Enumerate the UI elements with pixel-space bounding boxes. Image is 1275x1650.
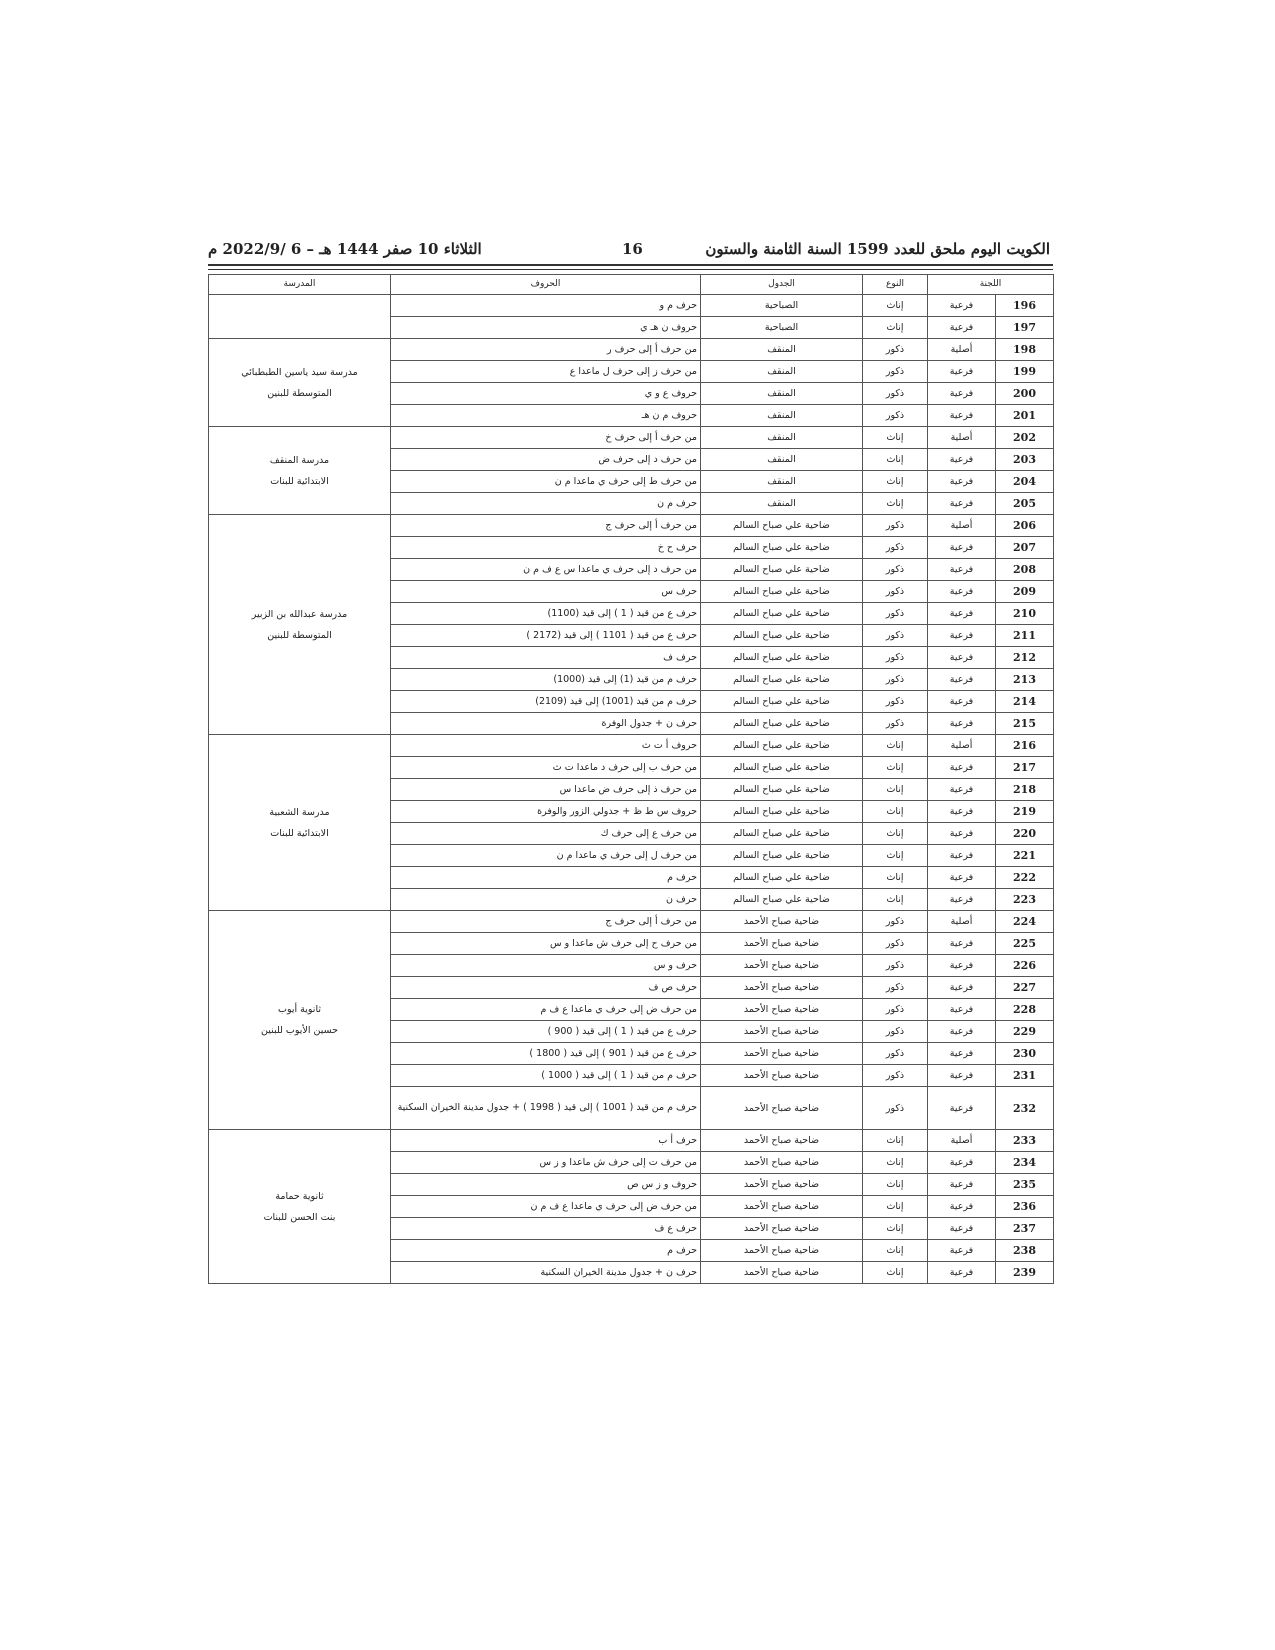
committee-number: 236 [996, 1196, 1054, 1218]
committee-number: 209 [996, 581, 1054, 603]
school-name-line1: مدرسة سيد ياسين الطبطبائي [241, 366, 358, 378]
area-cell: ضاحية صباح الأحمد [701, 911, 863, 933]
committee-type: فرعية [928, 713, 996, 735]
committee-type: أصلية [928, 911, 996, 933]
publication-title: الكويت اليوم ملحق للعدد 1599 السنة الثامنة والستون [705, 240, 1050, 258]
letters-cell: من حرف ط إلى حرف ي ماعدا م ن [391, 471, 701, 493]
committee-type: فرعية [928, 295, 996, 317]
gender-cell: إناث [863, 801, 928, 823]
area-cell: ضاحية علي صباح السالم [701, 867, 863, 889]
area-cell: المنقف [701, 361, 863, 383]
gender-cell: ذكور [863, 955, 928, 977]
area-cell: ضاحية علي صباح السالم [701, 845, 863, 867]
area-cell: ضاحية علي صباح السالم [701, 625, 863, 647]
committee-number: 220 [996, 823, 1054, 845]
committee-number: 204 [996, 471, 1054, 493]
area-cell: المنقف [701, 449, 863, 471]
committee-type: فرعية [928, 757, 996, 779]
school-cell [209, 735, 391, 911]
letters-cell: حروف أ ت ث [391, 735, 701, 757]
committee-number: 238 [996, 1240, 1054, 1262]
area-cell: المنقف [701, 383, 863, 405]
gender-cell: إناث [863, 823, 928, 845]
committee-type: فرعية [928, 889, 996, 911]
area-cell: ضاحية صباح الأحمد [701, 999, 863, 1021]
page-number: 16 [622, 240, 643, 258]
header-area: الجدول [701, 275, 863, 295]
committee-number: 206 [996, 515, 1054, 537]
area-cell: ضاحية علي صباح السالم [701, 713, 863, 735]
gender-cell: إناث [863, 735, 928, 757]
committee-number: 218 [996, 779, 1054, 801]
committee-type: فرعية [928, 1021, 996, 1043]
committee-number: 225 [996, 933, 1054, 955]
committee-type: فرعية [928, 603, 996, 625]
letters-cell: من حرف ض إلى حرف ي ماعدا ع ف م [391, 999, 701, 1021]
committee-type: فرعية [928, 1196, 996, 1218]
gender-cell: ذكور [863, 1065, 928, 1087]
letters-cell: حروف س ط ظ + جدولي الزور والوفرة [391, 801, 701, 823]
area-cell: ضاحية علي صباح السالم [701, 779, 863, 801]
committee-type: أصلية [928, 339, 996, 361]
committee-number: 212 [996, 647, 1054, 669]
letters-cell: حرف م من قيد (1001) إلى قيد (2109) [391, 691, 701, 713]
committees-table [208, 274, 1054, 1284]
area-cell: ضاحية صباح الأحمد [701, 977, 863, 999]
letters-cell: من حرف أ إلى حرف ج [391, 911, 701, 933]
area-cell: ضاحية علي صباح السالم [701, 581, 863, 603]
area-cell: ضاحية صباح الأحمد [701, 955, 863, 977]
letters-cell: حرف ع من قيد ( 1101 ) إلى قيد (2172 ) [391, 625, 701, 647]
gender-cell: ذكور [863, 515, 928, 537]
committee-type: أصلية [928, 427, 996, 449]
school-name-line1: مدرسة المنقف [269, 454, 330, 466]
gender-cell: إناث [863, 471, 928, 493]
letters-cell: حرف ن + جدول مدينة الخيران السكنية [391, 1262, 701, 1284]
committee-number: 235 [996, 1174, 1054, 1196]
committee-number: 228 [996, 999, 1054, 1021]
school-name-line2: الابتدائية للبنات [270, 475, 329, 487]
committee-number: 210 [996, 603, 1054, 625]
area-cell: ضاحية صباح الأحمد [701, 1065, 863, 1087]
gender-cell: ذكور [863, 339, 928, 361]
area-cell: المنقف [701, 471, 863, 493]
gender-cell: إناث [863, 889, 928, 911]
area-cell: ضاحية صباح الأحمد [701, 1152, 863, 1174]
area-cell: ضاحية صباح الأحمد [701, 933, 863, 955]
gender-cell: ذكور [863, 669, 928, 691]
gender-cell: ذكور [863, 713, 928, 735]
letters-cell: من حرف ض إلى حرف ي ماعدا ع ف م ن [391, 1196, 701, 1218]
committee-type: فرعية [928, 449, 996, 471]
gender-cell: إناث [863, 1240, 928, 1262]
letters-cell: من حرف ح إلى حرف ش ماعدا و س [391, 933, 701, 955]
gender-cell: ذكور [863, 1043, 928, 1065]
committee-type: فرعية [928, 625, 996, 647]
area-cell: ضاحية علي صباح السالم [701, 515, 863, 537]
gender-cell: ذكور [863, 911, 928, 933]
table-row [209, 911, 1054, 933]
school-name-line2: حسين الأيوب للبنين [261, 1025, 338, 1036]
gender-cell: ذكور [863, 1087, 928, 1130]
school-name-line1: مدرسة عبدالله بن الزبير [251, 608, 348, 620]
committee-number: 200 [996, 383, 1054, 405]
gender-cell: إناث [863, 427, 928, 449]
table-body [209, 295, 1054, 1284]
letters-cell: حرف م و [391, 295, 701, 317]
header-letters: الحروف [391, 275, 701, 295]
gender-cell: ذكور [863, 647, 928, 669]
letters-cell: من حرف ع إلى حرف ك [391, 823, 701, 845]
area-cell: المنقف [701, 339, 863, 361]
area-cell: المنقف [701, 427, 863, 449]
letters-cell: حرف ع من قيد ( 1 ) إلى قيد ( 900 ) [391, 1021, 701, 1043]
committee-number: 202 [996, 427, 1054, 449]
committee-number: 214 [996, 691, 1054, 713]
committee-type: فرعية [928, 801, 996, 823]
area-cell: الصباحية [701, 317, 863, 339]
area-cell: المنقف [701, 493, 863, 515]
table-row [209, 339, 1054, 361]
committee-type: فرعية [928, 1152, 996, 1174]
committee-type: فرعية [928, 471, 996, 493]
letters-cell: من حرف ت إلى حرف ش ماعدا و ز س [391, 1152, 701, 1174]
committee-number: 203 [996, 449, 1054, 471]
committee-number: 233 [996, 1130, 1054, 1152]
committee-number: 231 [996, 1065, 1054, 1087]
letters-cell: حرف م من قيد (1) إلى قيد (1000) [391, 669, 701, 691]
letters-cell: من حرف ب إلى حرف د ماعدا ت ث [391, 757, 701, 779]
gender-cell: إناث [863, 1130, 928, 1152]
committee-type: أصلية [928, 515, 996, 537]
letters-cell: من حرف د إلى حرف ض [391, 449, 701, 471]
gender-cell: إناث [863, 493, 928, 515]
committee-number: 226 [996, 955, 1054, 977]
committee-type: فرعية [928, 581, 996, 603]
gender-cell: إناث [863, 757, 928, 779]
letters-cell: من حرف ل إلى حرف ي ماعدا م ن [391, 845, 701, 867]
committee-type: فرعية [928, 1262, 996, 1284]
school-cell [209, 427, 391, 515]
area-cell: ضاحية صباح الأحمد [701, 1196, 863, 1218]
committee-number: 234 [996, 1152, 1054, 1174]
gender-cell: إناث [863, 1262, 928, 1284]
committee-number: 211 [996, 625, 1054, 647]
committee-number: 224 [996, 911, 1054, 933]
committee-type: أصلية [928, 1130, 996, 1152]
committee-type: فرعية [928, 823, 996, 845]
committee-type: فرعية [928, 845, 996, 867]
letters-cell: حروف و ز س ص [391, 1174, 701, 1196]
committee-type: فرعية [928, 383, 996, 405]
area-cell: ضاحية علي صباح السالم [701, 823, 863, 845]
letters-cell: حرف أ ب [391, 1130, 701, 1152]
committee-type: فرعية [928, 1087, 996, 1130]
school-cell [209, 515, 391, 735]
table-row [209, 1130, 1054, 1152]
school-name-line2: بنت الحسن للبنات [263, 1211, 336, 1223]
area-cell: ضاحية علي صباح السالم [701, 691, 863, 713]
letters-cell: حرف ص ف [391, 977, 701, 999]
committee-number: 198 [996, 339, 1054, 361]
header-committee: اللجنة [928, 275, 1054, 295]
letters-cell: حروف ع و ي [391, 383, 701, 405]
committee-type: فرعية [928, 559, 996, 581]
area-cell: ضاحية صباح الأحمد [701, 1240, 863, 1262]
committee-type: فرعية [928, 999, 996, 1021]
area-cell: ضاحية علي صباح السالم [701, 559, 863, 581]
committee-number: 217 [996, 757, 1054, 779]
header-rule-top [208, 264, 1053, 266]
committee-type: فرعية [928, 955, 996, 977]
school-name-line1: ثانوية حمامة [275, 1190, 324, 1202]
committee-type: فرعية [928, 405, 996, 427]
gender-cell: إناث [863, 1152, 928, 1174]
committee-type: فرعية [928, 977, 996, 999]
gender-cell: ذكور [863, 603, 928, 625]
letters-cell: حرف م [391, 867, 701, 889]
committee-number: 221 [996, 845, 1054, 867]
area-cell: ضاحية صباح الأحمد [701, 1174, 863, 1196]
committee-number: 208 [996, 559, 1054, 581]
gender-cell: ذكور [863, 933, 928, 955]
school-name-line2: المتوسطة للبنين [267, 629, 332, 641]
school-name-line1: ثانوية أيوب [278, 1004, 321, 1015]
letters-cell: حرف ن [391, 889, 701, 911]
committee-type: فرعية [928, 1240, 996, 1262]
letters-cell: من حرف د إلى حرف ي ماعدا س ع ف م ن [391, 559, 701, 581]
committee-number: 215 [996, 713, 1054, 735]
letters-cell: حرف ع من قيد ( 901 ) إلى قيد ( 1800 ) [391, 1043, 701, 1065]
gender-cell: ذكور [863, 537, 928, 559]
committee-number: 237 [996, 1218, 1054, 1240]
area-cell: ضاحية صباح الأحمد [701, 1262, 863, 1284]
area-cell: ضاحية علي صباح السالم [701, 669, 863, 691]
committee-type: فرعية [928, 647, 996, 669]
area-cell: ضاحية علي صباح السالم [701, 757, 863, 779]
letters-cell: حرف ف [391, 647, 701, 669]
area-cell: ضاحية صباح الأحمد [701, 1218, 863, 1240]
gender-cell: ذكور [863, 999, 928, 1021]
area-cell: ضاحية علي صباح السالم [701, 889, 863, 911]
gender-cell: إناث [863, 295, 928, 317]
committee-type: فرعية [928, 867, 996, 889]
header-rule-bottom [208, 269, 1053, 270]
committee-number: 207 [996, 537, 1054, 559]
gender-cell: ذكور [863, 1021, 928, 1043]
letters-cell: حرف م [391, 1240, 701, 1262]
gender-cell: ذكور [863, 977, 928, 999]
committee-number: 222 [996, 867, 1054, 889]
committee-number: 227 [996, 977, 1054, 999]
committee-type: فرعية [928, 1043, 996, 1065]
committee-type: فرعية [928, 691, 996, 713]
letters-cell: حروف ن هـ ي [391, 317, 701, 339]
table-row [209, 515, 1054, 537]
committee-type: فرعية [928, 361, 996, 383]
school-cell [209, 339, 391, 427]
committee-type: فرعية [928, 933, 996, 955]
letters-cell: من حرف أ إلى حرف خ [391, 427, 701, 449]
table-row [209, 295, 1054, 317]
letters-cell: من حرف ز إلى حرف ل ماعدا ع [391, 361, 701, 383]
table-row [209, 427, 1054, 449]
page-header [208, 238, 1050, 262]
area-cell: ضاحية علي صباح السالم [701, 647, 863, 669]
letters-cell: حرف ع من قيد ( 1 ) إلى قيد (1100) [391, 603, 701, 625]
area-cell: ضاحية علي صباح السالم [701, 537, 863, 559]
committee-number: 229 [996, 1021, 1054, 1043]
header-gender: النوع [863, 275, 928, 295]
header-school: المدرسة [209, 275, 391, 295]
committee-number: 230 [996, 1043, 1054, 1065]
committee-number: 219 [996, 801, 1054, 823]
letters-cell: حرف ح خ [391, 537, 701, 559]
letters-cell: من حرف أ إلى حرف ر [391, 339, 701, 361]
gender-cell: إناث [863, 867, 928, 889]
area-cell: ضاحية علي صباح السالم [701, 735, 863, 757]
committee-type: فرعية [928, 1218, 996, 1240]
letters-cell: حرف م من قيد ( 1 ) إلى قيد ( 1000 ) [391, 1065, 701, 1087]
gender-cell: ذكور [863, 361, 928, 383]
letters-cell: حرف م من قيد ( 1001 ) إلى قيد ( 1998 ) + جدول مدينة الخيران السكنية [391, 1087, 701, 1130]
committee-number: 205 [996, 493, 1054, 515]
gender-cell: إناث [863, 449, 928, 471]
school-name-line1: مدرسة الشعبية [269, 806, 330, 818]
gender-cell: إناث [863, 1218, 928, 1240]
committee-type: فرعية [928, 779, 996, 801]
school-name-line2: المتوسطة للبنين [267, 387, 332, 399]
letters-cell: حرف ن + جدول الوفرة [391, 713, 701, 735]
table-row [209, 735, 1054, 757]
letters-cell: حرف ع ف [391, 1218, 701, 1240]
committee-type: فرعية [928, 537, 996, 559]
gender-cell: إناث [863, 1174, 928, 1196]
table-header-row [209, 275, 1054, 295]
letters-cell: حرف م ن [391, 493, 701, 515]
gender-cell: إناث [863, 845, 928, 867]
committee-number: 199 [996, 361, 1054, 383]
gender-cell: ذكور [863, 405, 928, 427]
area-cell: ضاحية صباح الأحمد [701, 1130, 863, 1152]
committee-number: 197 [996, 317, 1054, 339]
area-cell: المنقف [701, 405, 863, 427]
committee-type: فرعية [928, 669, 996, 691]
committee-number: 196 [996, 295, 1054, 317]
committee-number: 201 [996, 405, 1054, 427]
committee-number: 232 [996, 1087, 1054, 1130]
gender-cell: ذكور [863, 559, 928, 581]
school-name-line2: الابتدائية للبنات [270, 827, 329, 839]
committee-type: فرعية [928, 317, 996, 339]
committee-number: 213 [996, 669, 1054, 691]
committee-type: أصلية [928, 735, 996, 757]
area-cell: الصباحية [701, 295, 863, 317]
committee-type: فرعية [928, 493, 996, 515]
gender-cell: إناث [863, 1196, 928, 1218]
letters-cell: من حرف ذ إلى حرف ض ماعدا س [391, 779, 701, 801]
area-cell: ضاحية صباح الأحمد [701, 1021, 863, 1043]
committee-type: فرعية [928, 1065, 996, 1087]
issue-date: الثلاثاء 10 صفر 1444 هـ – 6 /2022/9 م [208, 240, 482, 258]
letters-cell: حرف و س [391, 955, 701, 977]
gender-cell: إناث [863, 317, 928, 339]
gender-cell: ذكور [863, 581, 928, 603]
committee-number: 239 [996, 1262, 1054, 1284]
school-cell [209, 911, 391, 1130]
area-cell: ضاحية علي صباح السالم [701, 603, 863, 625]
letters-cell: حرف س [391, 581, 701, 603]
school-cell [209, 1130, 391, 1284]
area-cell: ضاحية صباح الأحمد [701, 1043, 863, 1065]
committee-number: 216 [996, 735, 1054, 757]
committee-number: 223 [996, 889, 1054, 911]
area-cell: ضاحية صباح الأحمد [701, 1087, 863, 1130]
gender-cell: ذكور [863, 383, 928, 405]
committee-type: فرعية [928, 1174, 996, 1196]
gender-cell: إناث [863, 779, 928, 801]
gender-cell: ذكور [863, 625, 928, 647]
gender-cell: ذكور [863, 691, 928, 713]
area-cell: ضاحية علي صباح السالم [701, 801, 863, 823]
letters-cell: من حرف أ إلى حرف ج [391, 515, 701, 537]
school-cell [209, 295, 391, 339]
letters-cell: حروف م ن هـ [391, 405, 701, 427]
